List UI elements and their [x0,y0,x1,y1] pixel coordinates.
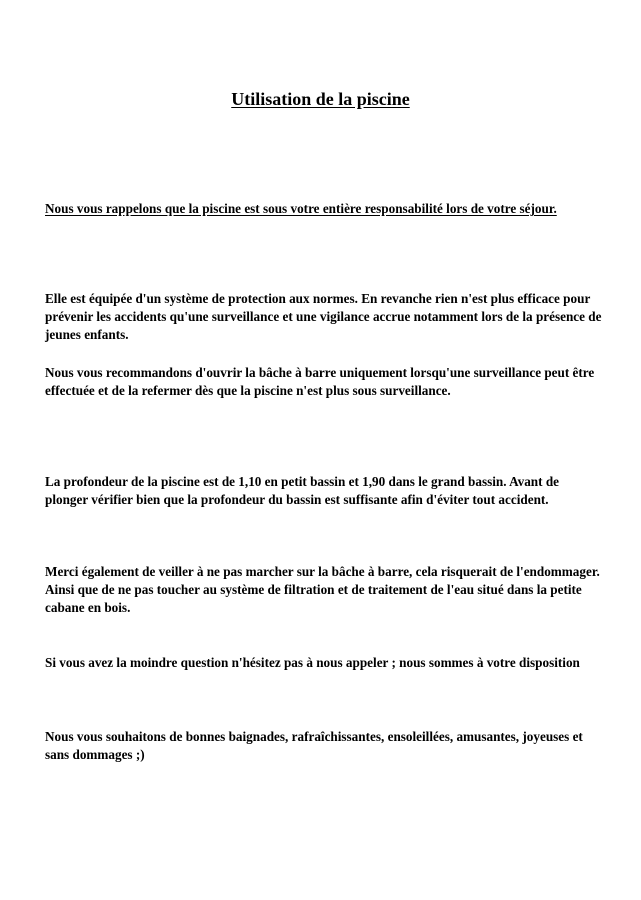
cover-paragraph: Nous vous recommandons d'ouvrir la bâche à barre uniquement lorsqu'une surveillance peut être effectuée et de la refermer dès que la piscine n'est plus sous surveillance. [45,365,595,398]
page-title: Utilisation de la piscine [231,89,410,109]
questions-paragraph: Si vous avez la moindre question n'hésitez pas à nous appeler ; nous sommes à votre disposition [45,655,580,670]
equipment-paragraph: Elle est équipée d'un système de protection aux normes. En revanche rien n'est plus efficace pour prévenir les accidents qu'une surveillance et une vigilance accrue notamment lors de la présence de jeunes enfants. [45,291,602,342]
care-paragraph: Merci également de veiller à ne pas marcher sur la bâche à barre, cela risquerait de l'endommager. Ainsi que de ne pas toucher au système de filtration et de traitement de l'eau situé dans la petite cabane en bois. [45,564,600,615]
responsibility-paragraph: Nous vous rappelons que la piscine est sous votre entière responsabilité lors de votre séjour. [45,201,557,216]
depth-paragraph: La profondeur de la piscine est de 1,10 en petit bassin et 1,90 dans le grand bassin. Avant de plonger vérifier bien que la profondeur du bassin est suffisante afin d'éviter tout accident. [45,474,560,507]
wishes-paragraph: Nous vous souhaitons de bonnes baignades, rafraîchissantes, ensoleillées, amusantes, joyeuses et sans dommages ;) [45,729,583,762]
